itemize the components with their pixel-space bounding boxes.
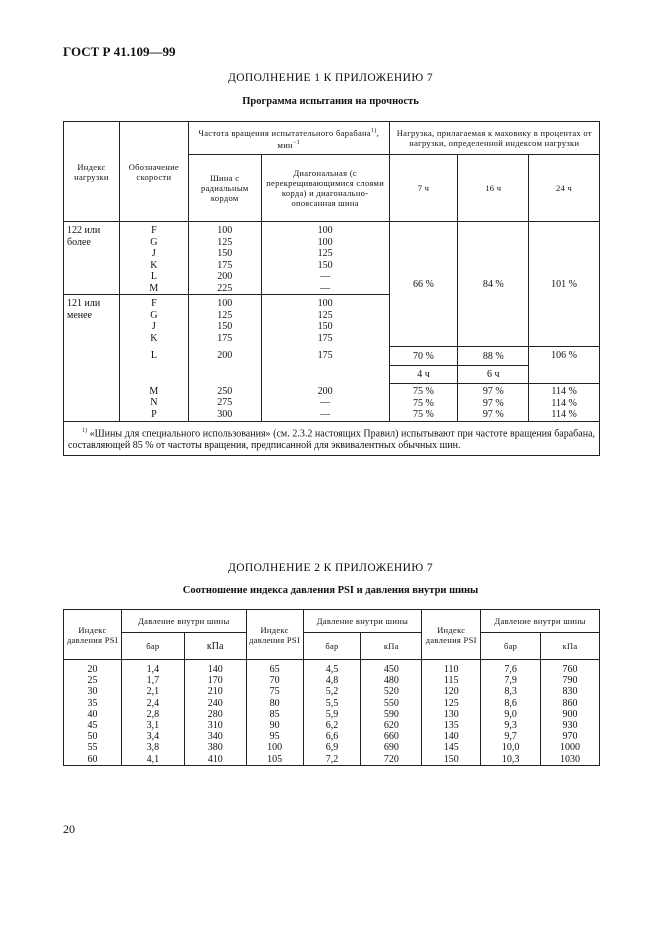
header-load-percent: Нагрузка, прилагаемая к маховику в процентах от нагрузки, определенной индексом нагрузки <box>389 122 599 155</box>
bar-list-3: 7,6 7,9 8,3 8,6 9,0 9,3 9,7 10,0 10,3 <box>481 660 541 766</box>
pct-7h-list-mnp: 75 % 75 % 75 % <box>389 384 458 422</box>
diagonal-list-group2: 100 125 150 175 <box>261 295 389 347</box>
header-psi-1: Индекс давления PSI <box>64 610 122 660</box>
header-load-index: Индекс нагрузки <box>64 122 120 222</box>
pct-16h-list-mnp: 97 % 97 % 97 % <box>458 384 529 422</box>
radial-list-group1: 100 125 150 175 200 225 <box>188 222 261 295</box>
pct-7h-L: 70 % <box>389 347 458 366</box>
pct-24h-main: 101 % <box>529 222 600 347</box>
pct-7h-main: 66 % <box>389 222 458 347</box>
section2-title: ДОПОЛНЕНИЕ 2 К ПРИЛОЖЕНИЮ 7 <box>227 562 433 574</box>
header-7h: 7 ч <box>389 155 458 222</box>
strength-test-table <box>63 121 600 456</box>
subheader-4h: 4 ч <box>389 366 458 384</box>
speed-L: L <box>119 347 188 366</box>
table-footnote: $^{1)}$ «Шины для специального использования» (см. 2.3.2 настоящих Правил) испытывают при частоте вращения барабана, составляющей 85 % от частоты вращения, предписанной для эквивалентных обычных шин. <box>64 421 600 455</box>
speed-list-mnp: M N P <box>119 384 188 422</box>
page-number: 20 <box>63 822 75 836</box>
header-pressure-3: Давление внутри шины <box>481 610 600 633</box>
radial-L: 200 <box>188 347 261 366</box>
diagonal-L: 175 <box>261 347 389 366</box>
header-diagonal: Диагональная (с перекрещивающимися слоями корда) и диагонально-опоясанная шина <box>261 155 389 222</box>
diagonal-list-group1: 100 100 125 150 — — <box>261 222 389 295</box>
section1-subtitle: Программа испытания на прочность <box>242 96 419 107</box>
load-index-group2: 121 или менее <box>64 295 120 422</box>
header-pressure-1: Давление внутри шины <box>121 610 246 633</box>
diagonal-list-mnp: 200 — — <box>261 384 389 422</box>
psi-list-3: 110 115 120 125 130 135 140 145 150 <box>422 660 481 766</box>
pct-16h-main: 84 % <box>458 222 529 347</box>
section1-title: ДОПОЛНЕНИЕ 1 К ПРИЛОЖЕНИЮ 7 <box>227 72 433 84</box>
header-kpa-3: кПа <box>541 633 600 660</box>
load-index-group1: 122 или более <box>64 222 120 295</box>
bar-list-2: 4,5 4,8 5,2 5,5 5,9 6,2 6,6 6,9 7,2 <box>303 660 361 766</box>
section2-subtitle: Соотношение индекса давления PSI и давления внутри шины <box>182 585 479 596</box>
header-speed-symbol: Обозначение скорости <box>119 122 188 222</box>
header-radial: Шина с радиальным кордом <box>188 155 261 222</box>
header-16h: 16 ч <box>458 155 529 222</box>
header-kpa-2: кПа <box>361 633 422 660</box>
kpa-list-2: 450 480 520 550 590 620 660 690 720 <box>361 660 422 766</box>
header-pressure-2: Давление внутри шины <box>303 610 422 633</box>
radial-list-mnp: 250 275 300 <box>188 384 261 422</box>
bar-list-1: 1,4 1,7 2,1 2,4 2,8 3,1 3,4 3,8 4,1 <box>121 660 184 766</box>
header-24h: 24 ч <box>529 155 600 222</box>
document-header: ГОСТ Р 41.109—99 <box>63 44 176 59</box>
header-bar-2: бар <box>303 633 361 660</box>
header-kpa-1: кПа <box>184 633 246 660</box>
speed-list-group1: F G J K L M <box>119 222 188 295</box>
subheader-6h: 6 ч <box>458 366 529 384</box>
psi-list-1: 20 25 30 35 40 45 50 55 60 <box>64 660 122 766</box>
pct-16h-L: 88 % <box>458 347 529 366</box>
header-bar-1: бар <box>121 633 184 660</box>
header-psi-3: Индекс давления PSI <box>422 610 481 660</box>
speed-list-group2: F G J K <box>119 295 188 347</box>
kpa-list-3: 760 790 830 860 900 930 970 1000 1030 <box>541 660 600 766</box>
psi-pressure-table <box>63 609 600 766</box>
kpa-list-1: 140 170 210 240 280 310 340 380 410 <box>184 660 246 766</box>
header-psi-2: Индекс давления PSI <box>246 610 303 660</box>
header-drum-speed: Частота вращения испытательного барабана$^{1)}$, мин$^{-1}$ <box>188 122 389 155</box>
header-bar-3: бар <box>481 633 541 660</box>
pct-24h-list-mnp: 114 % 114 % 114 % <box>529 384 600 422</box>
psi-list-2: 65 70 75 80 85 90 95 100 105 <box>246 660 303 766</box>
radial-list-group2: 100 125 150 175 <box>188 295 261 347</box>
pct-24h-L: 106 % <box>529 347 600 384</box>
